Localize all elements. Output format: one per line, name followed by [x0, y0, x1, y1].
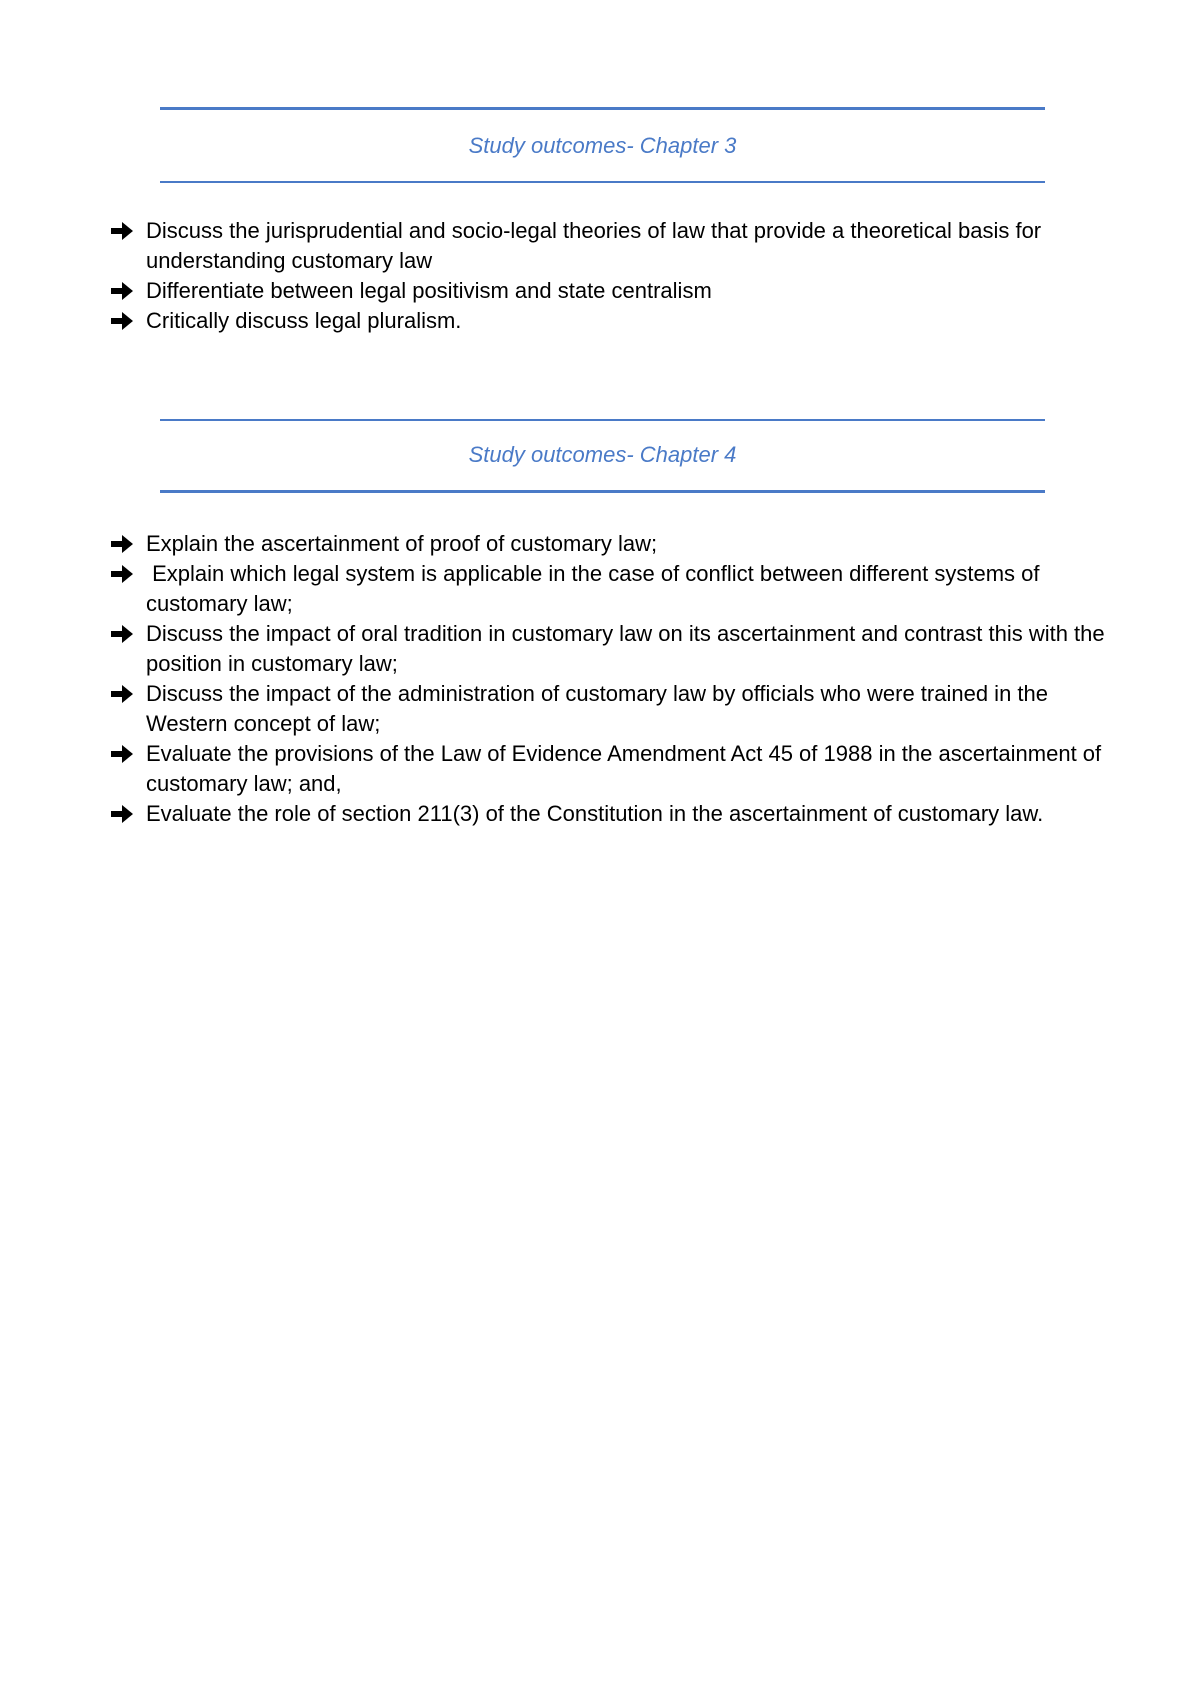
list-item-text: Critically discuss legal pluralism.	[146, 308, 462, 333]
heading-rule-bottom	[160, 490, 1045, 493]
section-title: Study outcomes- Chapter 3	[468, 133, 737, 158]
list-item-text: Discuss the jurisprudential and socio-legal theories of law that provide a theoretical basis for understanding customary law	[146, 218, 1042, 273]
heading-rule-top	[160, 107, 1045, 110]
list-item-text: Evaluate the provisions of the Law of Evidence Amendment Act 45 of 1988 in the ascertainment of customary law; and,	[146, 741, 1102, 796]
right-arrow-icon	[110, 743, 134, 765]
right-arrow-icon	[110, 220, 134, 242]
outcome-list-chapter-3	[110, 216, 1130, 336]
list-item	[110, 739, 1130, 799]
list-item	[110, 216, 1130, 276]
section-heading-chapter-4	[160, 419, 1045, 493]
list-item	[110, 529, 1130, 559]
right-arrow-icon	[110, 280, 134, 302]
list-item-text: Evaluate the role of section 211(3) of the Constitution in the ascertainment of customary law.	[146, 801, 1044, 826]
list-item	[110, 306, 1130, 336]
right-arrow-icon	[110, 683, 134, 705]
list-item	[110, 679, 1130, 739]
heading-rule-bottom	[160, 181, 1045, 183]
list-item-text: Discuss the impact of oral tradition in customary law on its ascertainment and contrast this with the position in customary law;	[146, 621, 1105, 676]
list-item	[110, 619, 1130, 679]
outcome-list-chapter-4	[110, 529, 1130, 829]
heading-rule-top	[160, 419, 1045, 421]
right-arrow-icon	[110, 310, 134, 332]
list-item	[110, 559, 1130, 619]
list-item	[110, 799, 1130, 829]
right-arrow-icon	[110, 803, 134, 825]
list-item-text: Explain the ascertainment of proof of customary law;	[146, 531, 658, 556]
list-item-text: Differentiate between legal positivism and state centralism	[146, 278, 712, 303]
right-arrow-icon	[110, 623, 134, 645]
right-arrow-icon	[110, 533, 134, 555]
right-arrow-icon	[110, 563, 134, 585]
section-heading-chapter-3	[160, 107, 1045, 183]
list-item-text: Explain which legal system is applicable in the case of conflict between different systems of customary law;	[146, 561, 1046, 616]
section-title: Study outcomes- Chapter 4	[468, 442, 737, 467]
list-item-text: Discuss the impact of the administration of customary law by officials who were trained in the Western concept of law;	[146, 681, 1048, 736]
list-item	[110, 276, 1130, 306]
